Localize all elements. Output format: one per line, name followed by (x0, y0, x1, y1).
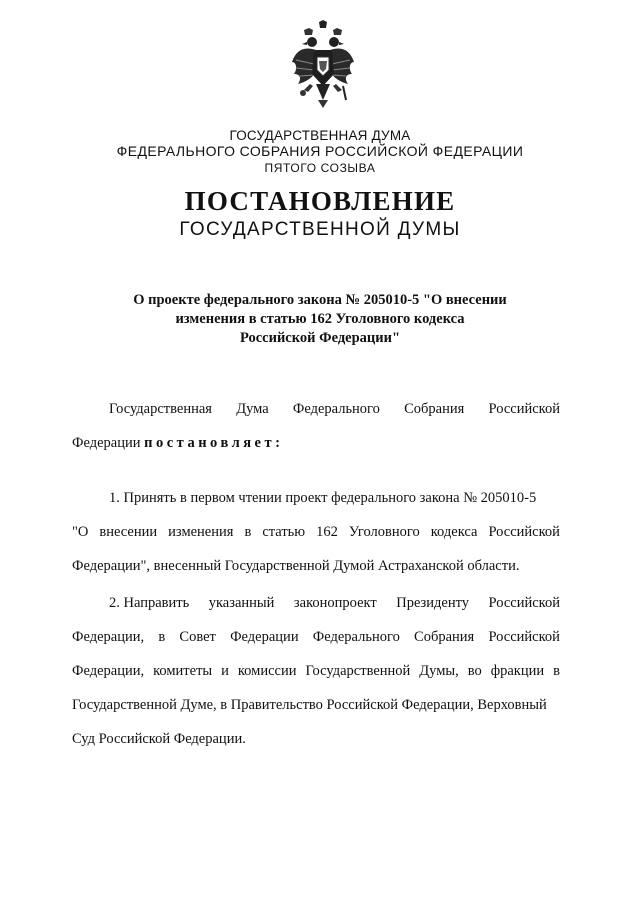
item-2-line-2 (72, 620, 560, 654)
word: фракции (490, 663, 545, 679)
word: Президенту (396, 595, 470, 611)
item-1-line-1: 1. Принять в первом чтении проект федерального закона № 205010-5 (109, 490, 537, 506)
word: Федерального (292, 401, 380, 417)
subject-line-1: О проекте федерального закона № 205010-5 "О внесении (133, 292, 507, 308)
word: статью (262, 524, 306, 540)
word: Российской (488, 401, 560, 417)
word: и (221, 663, 229, 679)
item-1-line-2 (72, 515, 560, 549)
resolution-subject (0, 291, 640, 348)
word: Думы, (419, 663, 459, 679)
word: Уголовного (348, 524, 420, 540)
item-1-line-3: Федерации", внесенный Государственной Думой Астраханской области. (72, 558, 520, 574)
word: изменения (168, 524, 234, 540)
item-2-paragraph (72, 586, 560, 756)
word: "О (72, 524, 89, 540)
preamble-line-1 (72, 392, 560, 426)
document-subtitle: ГОСУДАРСТВЕННОЙ ДУМЫ (179, 219, 461, 240)
document-title: ПОСТАНОВЛЕНИЕ (184, 186, 456, 216)
subject-line-3: Российской Федерации" (239, 330, 401, 346)
word: Российской (488, 629, 560, 645)
word: Государственная (109, 401, 212, 417)
word: Российской (488, 524, 560, 540)
word: 2. Направить (109, 595, 190, 611)
duma-name-line: ГОСУДАРСТВЕННАЯ ДУМА (229, 128, 411, 143)
word: Государственной (305, 663, 411, 679)
item-2-line-4: Государственной Думе, в Правительство Российской Федерации, Верховный (72, 697, 547, 713)
word: 162 (316, 524, 338, 540)
word: в (244, 524, 252, 540)
item-1-paragraph (72, 481, 560, 583)
word: Российской (488, 595, 560, 611)
word: Федерации (230, 629, 299, 645)
word: Дума (236, 401, 269, 417)
item-2-line-1 (72, 586, 560, 620)
word: Федерации, (72, 663, 145, 679)
word: внесении (99, 524, 158, 540)
word: кодекса (430, 524, 478, 540)
word: в (553, 663, 560, 679)
word: законопроект (293, 595, 377, 611)
word: Собрания (414, 629, 475, 645)
word: указанный (208, 595, 275, 611)
word: Собрания (404, 401, 465, 417)
federal-assembly-line: ФЕДЕРАЛЬНОГО СОБРАНИЯ РОССИЙСКОЙ ФЕДЕРАЦИИ (116, 143, 524, 159)
word: Федерации, (72, 629, 145, 645)
convocation-line: ПЯТОГО СОЗЫВА (264, 161, 376, 175)
resolves-word: постановляет: (144, 435, 284, 451)
preamble-prefix: Федерации (72, 435, 145, 451)
word: комитеты (153, 663, 213, 679)
preamble-line-2 (72, 426, 560, 460)
word: во (467, 663, 482, 679)
word: Совет (179, 629, 216, 645)
item-2-line-3 (72, 654, 560, 688)
word: в (158, 629, 166, 645)
preamble-paragraph (72, 392, 560, 460)
item-2-line-5: Суд Российской Федерации. (72, 731, 246, 747)
subject-line-2: изменения в статью 162 Уголовного кодекса (175, 311, 465, 327)
word: комиссии (237, 663, 297, 679)
coat-of-arms-emblem-icon (290, 20, 356, 116)
word: Федерального (312, 629, 400, 645)
